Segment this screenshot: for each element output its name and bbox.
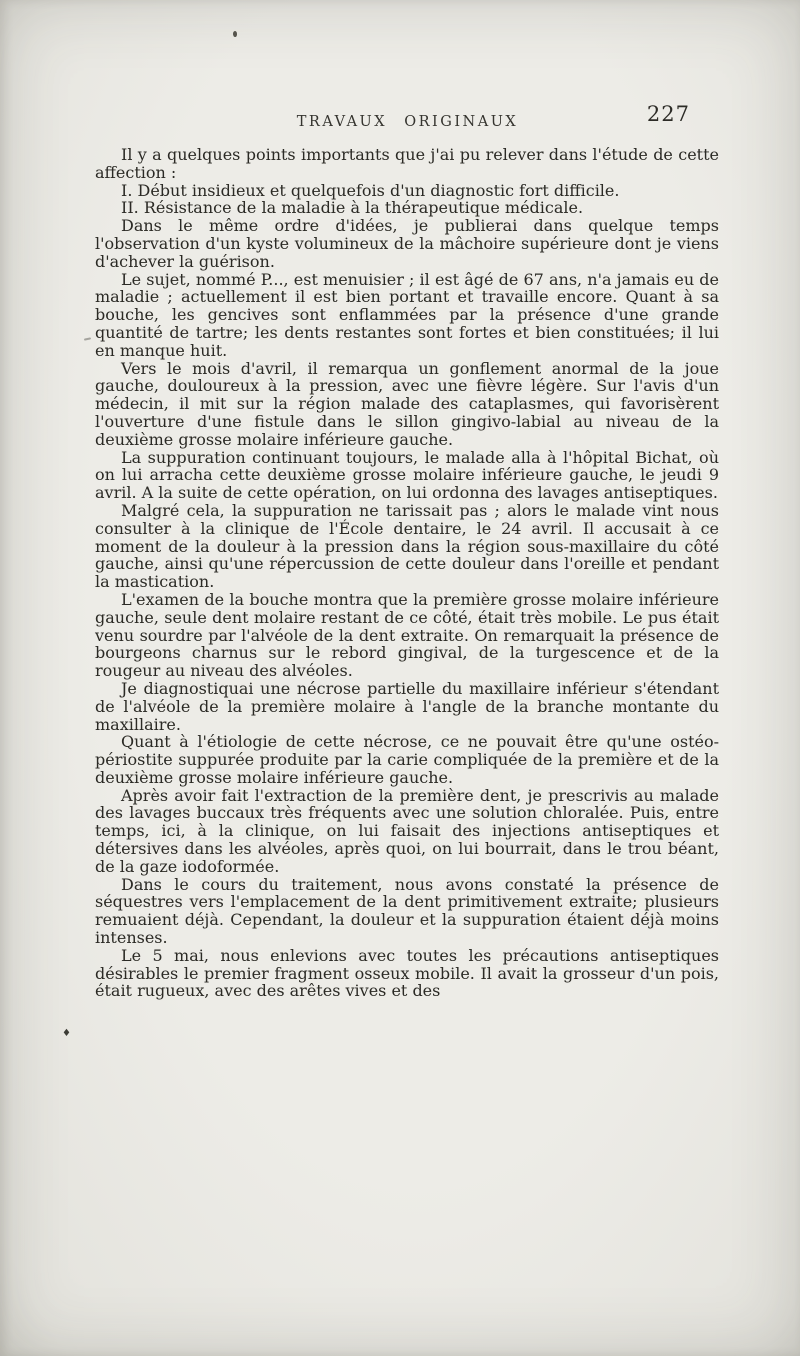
paragraph: Dans le cours du traitement, nous avons constaté la présence de séquestres vers l'emplacement de la dent primitivement extraite; plusieurs remuaient déjà. Cependant, la douleur et la suppuration étaient déjà moins intenses. — [95, 874, 719, 948]
paragraph: I. Début insidieux et quelquefois d'un diagnostic fort difficile. — [121, 180, 620, 200]
text-block — [95, 146, 719, 1000]
paragraph: Dans le même ordre d'idées, je publierai dans quelque temps l'observation d'un kyste volumineux de la mâchoire supérieure dont je viens d'achever la guérison. — [95, 216, 719, 271]
ink-speck — [84, 337, 91, 340]
page-header — [95, 102, 720, 137]
paragraph: La suppuration continuant toujours, le malade alla à l'hôpital Bichat, où on lui arracha cette deuxième grosse molaire inférieure gauche, le jeudi 9 avril. A la suite de cette opération, on lui ordonna des lavages antiseptiques. — [95, 447, 719, 503]
paragraph: Le sujet, nommé P..., est menuisier ; il est âgé de 67 ans, n'a jamais eu de maladie ; actuellement il est bien portant et travaille encore. Quant à sa bouche, les gencives sont enflammées par la présence d'une grande quantité de tartre; les dents restantes sont fortes et bien constituées; il lui en manque huit. — [95, 269, 719, 360]
paragraph: Vers le mois d'avril, il remarqua un gonflement anormal de la joue gauche, douloureux à la pression, avec une fièvre légère. Sur l'avis d'un médecin, il mit sur la région malade des cataplasmes, qui favorisèrent l'ouverture d'une fistule dans le sillon gingivo-labial au niveau de la deuxième grosse molaire inférieure gauche. — [95, 358, 719, 449]
paragraph: Après avoir fait l'extraction de la première dent, je prescrivis au malade des lavages buccaux très fréquents avec une solution chloralée. Puis, entre temps, ici, à la clinique, on lui faisait des injections antiseptiques et détersives dans les alvéoles, après quoi, on lui bourrait, dans le trou béant, de la gaze iodoformée. — [95, 785, 719, 876]
page-number: 227 — [646, 102, 690, 126]
ink-speck — [233, 31, 237, 37]
paragraph: Il y a quelques points importants que j'ai pu relever dans l'étude de cette affection : — [95, 145, 719, 182]
paragraph: Je diagnostiquai une nécrose partielle du maxillaire inférieur s'étendant de l'alvéole de la première molaire à l'angle de la branche montante du maxillaire. — [95, 678, 719, 734]
paragraph: Malgré cela, la suppuration ne tarissait pas ; alors le malade vint nous consulter à la clinique de l'École dentaire, le 24 avril. Il accusait à ce moment de la douleur à la pression dans la région sous-maxillaire du côté gauche, ainsi qu'une répercussion de cette douleur dans l'oreille et pendant la mastication. — [95, 500, 719, 592]
paragraph: Le 5 mai, nous enlevions avec toutes les précautions antiseptiques désirables le premier fragment osseux mobile. Il avait la grosseur d'un pois, était rugueux, avec des arêtes vives et des — [95, 945, 719, 1001]
paragraph: L'examen de la bouche montra que la première grosse molaire inférieure gauche, seule dent molaire restant de ce côté, était très mobile. Le pus était venu sourdre par l'alvéole de la dent extraite. On remarquait la présence de bourgeons charnus sur le rebord gingival, de la turgescence et de la rougeur au niveau des alvéoles. — [95, 589, 719, 681]
margin-mark: ♦ — [62, 1028, 71, 1039]
paragraph: II. Résistance de la maladie à la thérapeutique médicale. — [121, 198, 584, 218]
paragraph: Quant à l'étiologie de cette nécrose, ce ne pouvait être qu'une ostéo-périostite suppurée produite par la carie compliquée de la première et de la deuxième grosse molaire inférieure gauche. — [95, 732, 719, 787]
running-title: TRAVAUX ORIGINAUX — [296, 114, 519, 130]
